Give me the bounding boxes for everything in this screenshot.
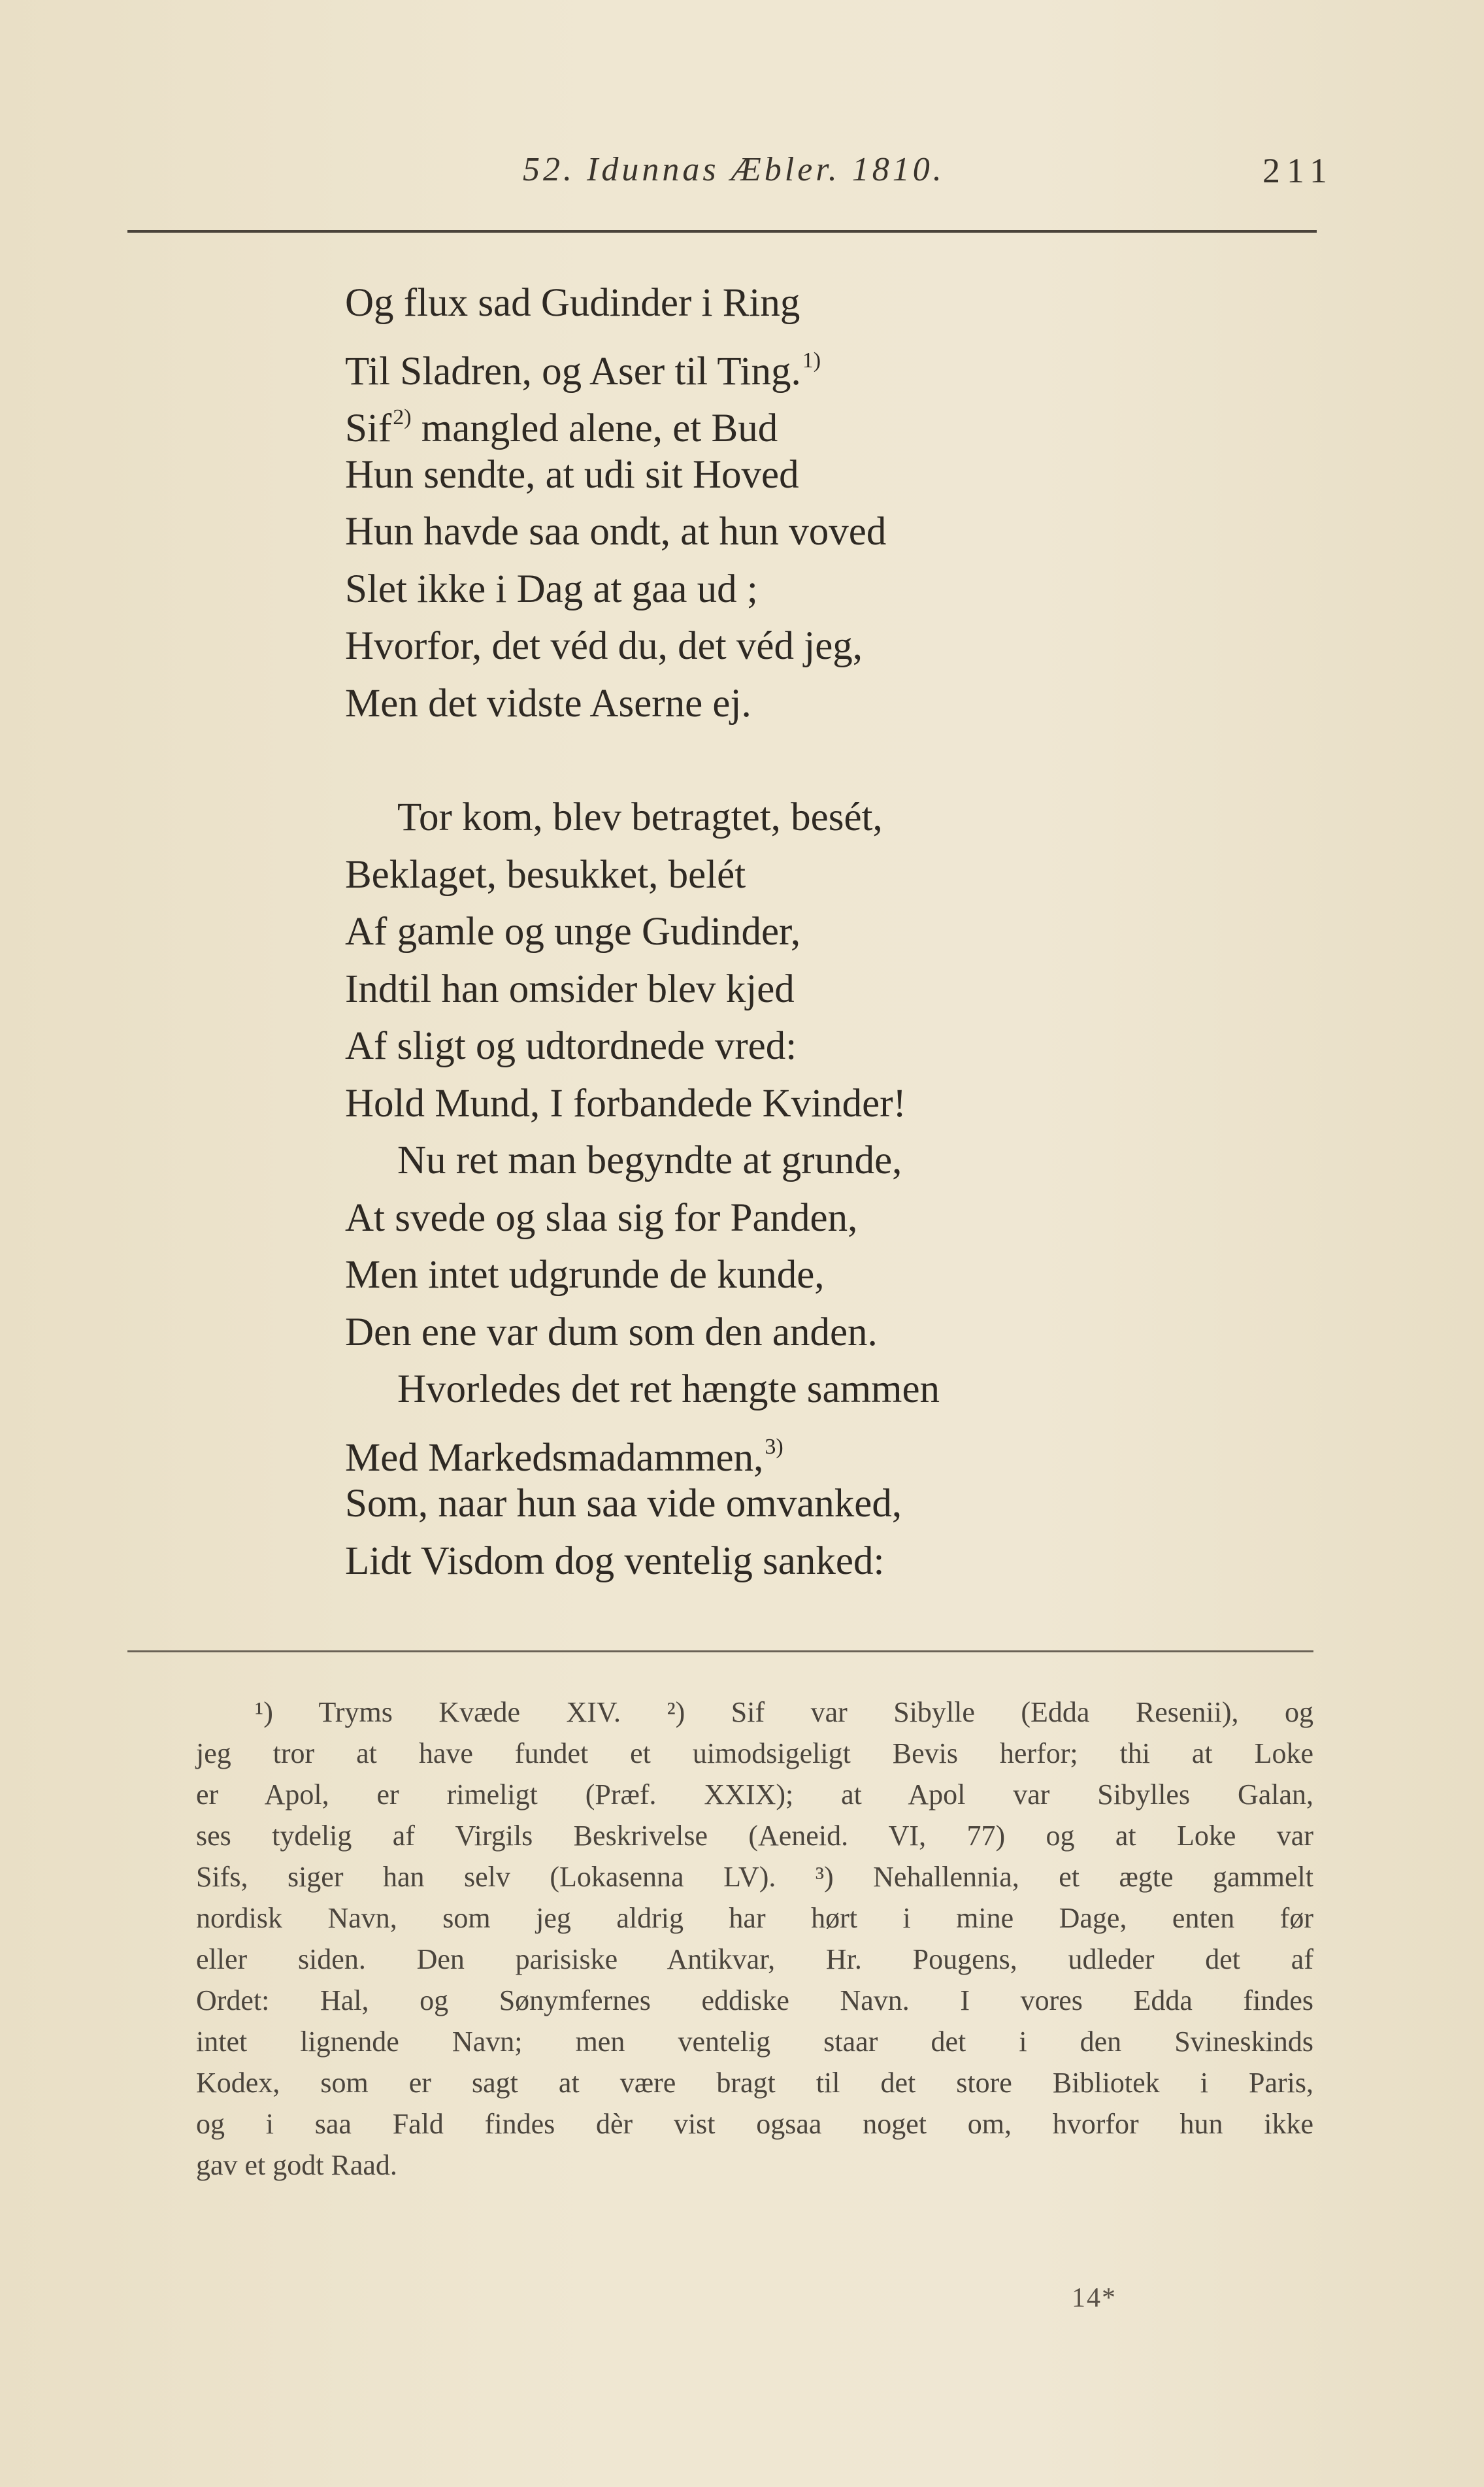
poem-line <box>345 503 940 561</box>
poem-line-text: Men intet udgrunde de kunde, <box>345 1253 825 1297</box>
signature-mark: 14* <box>1072 2283 1117 2313</box>
poem-line-text: Hun havde saa ondt, at hun voved <box>345 510 887 554</box>
poem-stanza <box>345 275 940 732</box>
poem-line <box>345 1132 940 1190</box>
poem-line-text: Lidt Visdom dog ventelig sanked: <box>345 1539 885 1583</box>
footnote-line: Kodex, som er sagt at være bragt til det store Bibliotek i Paris, <box>196 2067 1313 2099</box>
poem-line <box>345 903 940 961</box>
poem-line-text: Af sligt og udtordnede vred: <box>345 1024 797 1068</box>
poem-line-text: Til Sladren, og Aser til Ting. <box>345 349 801 393</box>
footnote-line: er Apol, er rimeligt (Præf. XXIX); at Apol var Sibylles Galan, <box>196 1778 1313 1811</box>
poem-line-text: Af gamle og unge Gudinder, <box>345 910 801 954</box>
header-rule <box>127 230 1317 233</box>
page-header <box>118 150 1379 196</box>
poem-line <box>345 1075 940 1133</box>
footnote-line: eller siden. Den parisiske Antikvar, Hr. Pougens, udleder det af <box>196 1943 1313 1975</box>
footnote-line: jeg tror at have fundet et uimodsigeligt Bevis herfor; thi at Loke <box>196 1737 1313 1769</box>
poem <box>345 275 940 1590</box>
poem-line-text: Med Markedsmadammen, <box>345 1435 764 1480</box>
poem-line-text: Indtil han omsider blev kjed <box>345 967 795 1011</box>
poem-line <box>345 275 940 332</box>
footnote-line: Sifs, siger han selv (Lokasenna LV). ³) Nehallennia, et ægte gammelt <box>196 1861 1313 1893</box>
poem-line <box>345 561 940 618</box>
poem-line <box>345 332 940 393</box>
poem-line-text: Beklaget, besukket, belét <box>345 852 746 897</box>
footnote-line: ses tydelig af Virgils Beskrivelse (Aeneid. VI, 77) og at Loke var <box>196 1820 1313 1852</box>
poem-line <box>345 1361 940 1418</box>
footnote-line: og i saa Fald findes dèr vist ogsaa noget om, hvorfor hun ikke <box>196 2108 1313 2140</box>
poem-stanza <box>345 789 940 1590</box>
poem-line <box>345 1475 940 1533</box>
footnote-rule <box>127 1650 1313 1652</box>
poem-line <box>345 1533 940 1590</box>
poem-line-text: Sif <box>345 407 392 450</box>
footnote-marker: 2) <box>393 405 412 429</box>
poem-line-text: Som, naar hun saa vide omvanked, <box>345 1482 902 1526</box>
poem-line <box>345 675 940 733</box>
poem-line-text: Og flux sad Gudinder i Ring <box>345 281 800 325</box>
poem-line <box>345 846 940 904</box>
footnote-line: nordisk Navn, som jeg aldrig har hørt i mine Dage, enten før <box>196 1902 1313 1934</box>
footnote-line: ¹) Tryms Kvæde XIV. ²) Sif var Sibylle (Edda Resenii), og <box>255 1696 1313 1728</box>
footnote-marker: 3) <box>765 1434 783 1459</box>
poem-line-text-after: mangled alene, et Bud <box>411 407 778 450</box>
footnote-line: intet lignende Navn; men ventelig staar det i den Svineskinds <box>196 2026 1313 2058</box>
poem-line <box>345 618 940 675</box>
poem-line-text: Tor kom, blev betragtet, besét, <box>397 795 883 839</box>
poem-line <box>345 961 940 1018</box>
poem-line-text: Den ene var dum som den anden. <box>345 1310 878 1354</box>
poem-line-text: Hvorfor, det véd du, det véd jeg, <box>345 624 863 668</box>
poem-line <box>345 446 940 504</box>
poem-line-text: Hold Mund, I forbandede Kvinder! <box>345 1081 906 1126</box>
poem-line-text: Slet ikke i Dag at gaa ud ; <box>345 567 758 611</box>
poem-line <box>345 389 940 450</box>
running-title: 52. Idunnas Æbler. 1810. <box>523 151 945 188</box>
poem-line <box>345 1190 940 1247</box>
footnote-line: gav et godt Raad. <box>196 2149 397 2181</box>
poem-line-text: At svede og slaa sig for Panden, <box>345 1195 858 1240</box>
page-number: 211 <box>1262 151 1334 190</box>
poem-line-text: Men det vidste Aserne ej. <box>345 681 751 726</box>
poem-line <box>345 789 940 846</box>
poem-line <box>345 1304 940 1361</box>
poem-line <box>345 1246 940 1304</box>
poem-line-text: Hun sendte, at udi sit Hoved <box>345 452 799 497</box>
poem-line <box>345 1018 940 1075</box>
poem-line <box>345 1418 940 1480</box>
footnote-line: Ordet: Hal, og Sønymfernes eddiske Navn. I vores Edda findes <box>196 1984 1313 2016</box>
footnotes <box>196 1692 1313 2186</box>
poem-line-text: Nu ret man begyndte at grunde, <box>397 1139 902 1182</box>
footnote-marker: 1) <box>802 348 821 373</box>
poem-line-text: Hvorledes det ret hængte sammen <box>397 1367 940 1411</box>
